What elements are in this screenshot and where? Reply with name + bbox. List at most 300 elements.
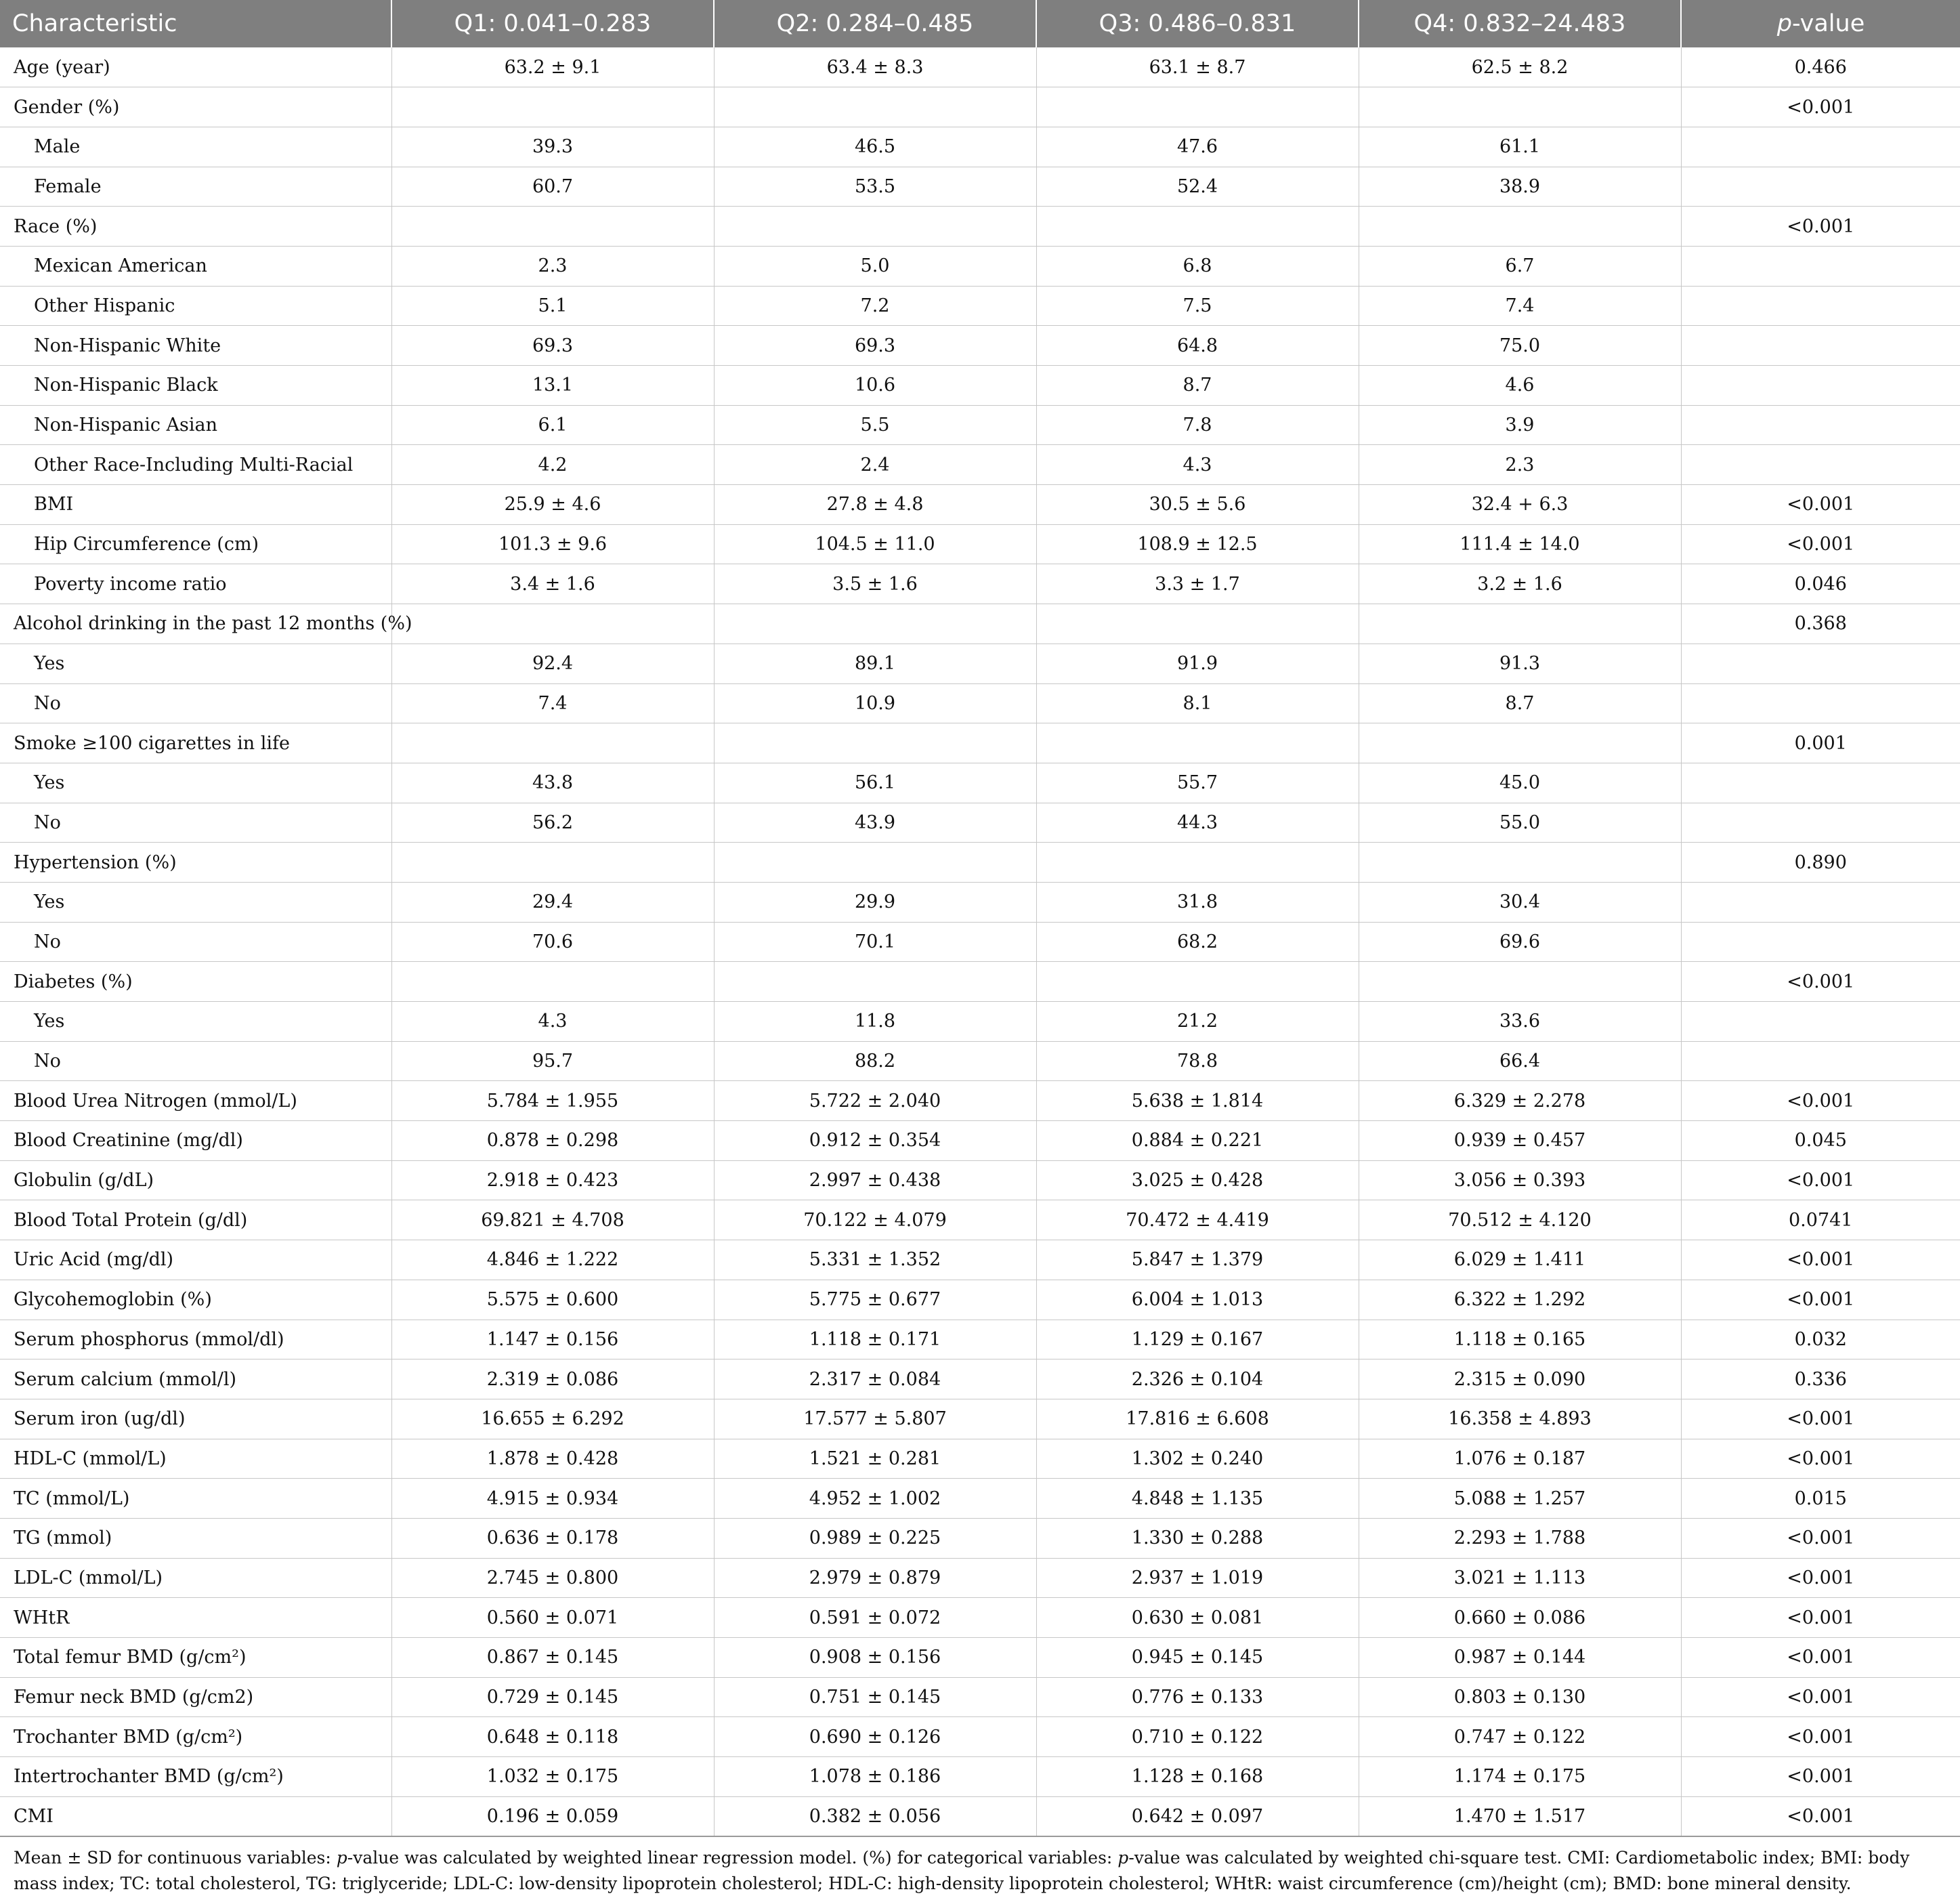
q2-value: 69.3 — [714, 326, 1036, 366]
p-value: <0.001 — [1681, 1081, 1960, 1121]
p-value — [1681, 445, 1960, 485]
p-value: 0.032 — [1681, 1320, 1960, 1359]
row-label: TG (mmol) — [0, 1518, 391, 1558]
row-label: WHtR — [0, 1598, 391, 1638]
q4-value: 38.9 — [1359, 167, 1681, 207]
q4-value: 6.029 ± 1.411 — [1359, 1240, 1681, 1280]
q3-value: 1.330 ± 0.288 — [1036, 1518, 1359, 1558]
row-label: Mexican American — [0, 246, 391, 286]
q4-value: 3.2 ± 1.6 — [1359, 564, 1681, 604]
p-value: 0.045 — [1681, 1121, 1960, 1161]
table-row — [0, 644, 1960, 683]
q3-value: 5.638 ± 1.814 — [1036, 1081, 1359, 1121]
q4-value: 32.4 + 6.3 — [1359, 485, 1681, 525]
q4-value: 75.0 — [1359, 326, 1681, 366]
q1-value: 69.3 — [391, 326, 714, 366]
table-row — [0, 246, 1960, 286]
header-q3: Q3: 0.486–0.831 — [1036, 0, 1359, 47]
table-row — [0, 564, 1960, 604]
q2-value: 2.979 ± 0.879 — [714, 1558, 1036, 1598]
q3-value: 30.5 ± 5.6 — [1036, 485, 1359, 525]
p-value — [1681, 763, 1960, 803]
q2-value: 4.952 ± 1.002 — [714, 1479, 1036, 1519]
table-row — [0, 1280, 1960, 1320]
q3-value: 2.937 ± 1.019 — [1036, 1558, 1359, 1598]
p-value: <0.001 — [1681, 1240, 1960, 1280]
table-row — [0, 1399, 1960, 1439]
q4-value: 4.6 — [1359, 366, 1681, 406]
table-row — [0, 763, 1960, 803]
table-row — [0, 1638, 1960, 1678]
q3-value: 2.326 ± 0.104 — [1036, 1359, 1359, 1399]
q2-value: 70.1 — [714, 922, 1036, 962]
row-label: Serum iron (ug/dl) — [0, 1399, 391, 1439]
q3-value — [1036, 207, 1359, 247]
q4-value: 3.021 ± 1.113 — [1359, 1558, 1681, 1598]
table-row — [0, 1041, 1960, 1081]
table-row — [0, 286, 1960, 326]
table-row — [0, 1479, 1960, 1519]
q3-value: 0.884 ± 0.221 — [1036, 1121, 1359, 1161]
table-row — [0, 405, 1960, 445]
q1-value: 69.821 ± 4.708 — [391, 1200, 714, 1240]
q2-value: 0.912 ± 0.354 — [714, 1121, 1036, 1161]
table-row — [0, 1240, 1960, 1280]
q3-value: 6.8 — [1036, 246, 1359, 286]
q4-value: 91.3 — [1359, 644, 1681, 683]
q2-value: 46.5 — [714, 127, 1036, 167]
q3-value: 6.004 ± 1.013 — [1036, 1280, 1359, 1320]
q3-value: 17.816 ± 6.608 — [1036, 1399, 1359, 1439]
q3-value: 0.945 ± 0.145 — [1036, 1638, 1359, 1678]
q3-value: 3.3 ± 1.7 — [1036, 564, 1359, 604]
p-value: <0.001 — [1681, 524, 1960, 564]
table-row — [0, 1558, 1960, 1598]
q4-value: 70.512 ± 4.120 — [1359, 1200, 1681, 1240]
q2-value: 0.751 ± 0.145 — [714, 1677, 1036, 1717]
q1-value — [391, 843, 714, 883]
q2-value — [714, 604, 1036, 644]
row-label: Intertrochanter BMD (g/cm²) — [0, 1757, 391, 1797]
table-row — [0, 604, 1960, 644]
q3-value: 0.710 ± 0.122 — [1036, 1717, 1359, 1757]
p-value: <0.001 — [1681, 1280, 1960, 1320]
p-value: 0.046 — [1681, 564, 1960, 604]
q1-value: 2.3 — [391, 246, 714, 286]
row-label: Female — [0, 167, 391, 207]
header-q2: Q2: 0.284–0.485 — [714, 0, 1036, 47]
q2-value: 3.5 ± 1.6 — [714, 564, 1036, 604]
q4-value — [1359, 962, 1681, 1002]
q2-value: 11.8 — [714, 1002, 1036, 1042]
q1-value: 25.9 ± 4.6 — [391, 485, 714, 525]
q4-value: 8.7 — [1359, 683, 1681, 723]
footnote-p-italic-1: p — [336, 1847, 347, 1868]
q4-value: 1.118 ± 0.165 — [1359, 1320, 1681, 1359]
q1-value: 0.196 ± 0.059 — [391, 1796, 714, 1836]
q4-value: 2.3 — [1359, 445, 1681, 485]
q4-value — [1359, 604, 1681, 644]
q1-value: 3.4 ± 1.6 — [391, 564, 714, 604]
header-p-value — [1681, 0, 1960, 47]
q4-value — [1359, 87, 1681, 127]
q1-value: 2.745 ± 0.800 — [391, 1558, 714, 1598]
q1-value: 6.1 — [391, 405, 714, 445]
table-row — [0, 803, 1960, 843]
q2-value: 56.1 — [714, 763, 1036, 803]
row-label: Blood Total Protein (g/dl) — [0, 1200, 391, 1240]
p-value: <0.001 — [1681, 207, 1960, 247]
row-label: Yes — [0, 1002, 391, 1042]
row-label: Blood Urea Nitrogen (mmol/L) — [0, 1081, 391, 1121]
p-value — [1681, 882, 1960, 922]
q2-value — [714, 843, 1036, 883]
q2-value: 0.382 ± 0.056 — [714, 1796, 1036, 1836]
table-row — [0, 1200, 1960, 1240]
q2-value: 2.317 ± 0.084 — [714, 1359, 1036, 1399]
q4-value: 62.5 ± 8.2 — [1359, 47, 1681, 87]
table-row — [0, 1081, 1960, 1121]
p-value: 0.015 — [1681, 1479, 1960, 1519]
q3-value: 5.847 ± 1.379 — [1036, 1240, 1359, 1280]
q2-value — [714, 962, 1036, 1002]
row-label: Femur neck BMD (g/cm2) — [0, 1677, 391, 1717]
p-value — [1681, 286, 1960, 326]
q1-value: 4.3 — [391, 1002, 714, 1042]
row-label: Other Hispanic — [0, 286, 391, 326]
q2-value: 29.9 — [714, 882, 1036, 922]
q1-value: 1.147 ± 0.156 — [391, 1320, 714, 1359]
q2-value: 43.9 — [714, 803, 1036, 843]
q1-value: 56.2 — [391, 803, 714, 843]
q3-value: 8.7 — [1036, 366, 1359, 406]
q1-value: 0.636 ± 0.178 — [391, 1518, 714, 1558]
q4-value: 3.9 — [1359, 405, 1681, 445]
row-label: LDL-C (mmol/L) — [0, 1558, 391, 1598]
table-row — [0, 882, 1960, 922]
q1-value: 2.319 ± 0.086 — [391, 1359, 714, 1399]
p-value — [1681, 1002, 1960, 1042]
row-label: Age (year) — [0, 47, 391, 87]
q2-value: 70.122 ± 4.079 — [714, 1200, 1036, 1240]
p-value: <0.001 — [1681, 1399, 1960, 1439]
q1-value: 0.560 ± 0.071 — [391, 1598, 714, 1638]
q1-value — [391, 604, 714, 644]
q4-value: 6.7 — [1359, 246, 1681, 286]
row-label: Uric Acid (mg/dl) — [0, 1240, 391, 1280]
table-row — [0, 445, 1960, 485]
row-label: HDL-C (mmol/L) — [0, 1439, 391, 1479]
q4-value: 2.315 ± 0.090 — [1359, 1359, 1681, 1399]
q3-value: 47.6 — [1036, 127, 1359, 167]
q2-value: 10.6 — [714, 366, 1036, 406]
q3-value: 55.7 — [1036, 763, 1359, 803]
p-value: 0.890 — [1681, 843, 1960, 883]
q4-value: 69.6 — [1359, 922, 1681, 962]
p-value: 0.336 — [1681, 1359, 1960, 1399]
row-label: TC (mmol/L) — [0, 1479, 391, 1519]
row-label: Poverty income ratio — [0, 564, 391, 604]
row-label: Yes — [0, 644, 391, 683]
row-label: No — [0, 803, 391, 843]
q3-value: 78.8 — [1036, 1041, 1359, 1081]
row-label: Yes — [0, 882, 391, 922]
footnote-part-2: -value was calculated by weighted linear regression model. (%) for categorical variables: — [347, 1847, 1118, 1868]
row-label: Male — [0, 127, 391, 167]
row-label: Race (%) — [0, 207, 391, 247]
q1-value: 4.846 ± 1.222 — [391, 1240, 714, 1280]
header-q1: Q1: 0.041–0.283 — [391, 0, 714, 47]
table-row — [0, 922, 1960, 962]
table-row — [0, 326, 1960, 366]
footnote-p-italic-2: p — [1117, 1847, 1129, 1868]
p-value: <0.001 — [1681, 87, 1960, 127]
table-row — [0, 47, 1960, 87]
q1-value: 70.6 — [391, 922, 714, 962]
table-row — [0, 1439, 1960, 1479]
q3-value: 91.9 — [1036, 644, 1359, 683]
q4-value: 1.470 ± 1.517 — [1359, 1796, 1681, 1836]
q2-value: 0.690 ± 0.126 — [714, 1717, 1036, 1757]
q4-value: 0.803 ± 0.130 — [1359, 1677, 1681, 1717]
q1-value: 4.915 ± 0.934 — [391, 1479, 714, 1519]
q2-value: 5.5 — [714, 405, 1036, 445]
p-value: <0.001 — [1681, 1677, 1960, 1717]
q1-value: 1.032 ± 0.175 — [391, 1757, 714, 1797]
q1-value — [391, 962, 714, 1002]
header-q4: Q4: 0.832–24.483 — [1359, 0, 1681, 47]
row-label: Total femur BMD (g/cm²) — [0, 1638, 391, 1678]
p-value — [1681, 683, 1960, 723]
row-label: Trochanter BMD (g/cm²) — [0, 1717, 391, 1757]
row-label: No — [0, 922, 391, 962]
q2-value: 7.2 — [714, 286, 1036, 326]
row-label: Non-Hispanic Asian — [0, 405, 391, 445]
q4-value: 5.088 ± 1.257 — [1359, 1479, 1681, 1519]
q2-value: 0.591 ± 0.072 — [714, 1598, 1036, 1638]
row-label: Serum calcium (mmol/l) — [0, 1359, 391, 1399]
q1-value: 13.1 — [391, 366, 714, 406]
table-row — [0, 1518, 1960, 1558]
table-row — [0, 524, 1960, 564]
q3-value: 0.630 ± 0.081 — [1036, 1598, 1359, 1638]
p-value: <0.001 — [1681, 1796, 1960, 1836]
row-label: Gender (%) — [0, 87, 391, 127]
q3-value: 108.9 ± 12.5 — [1036, 524, 1359, 564]
q1-value: 5.1 — [391, 286, 714, 326]
q1-value: 0.648 ± 0.118 — [391, 1717, 714, 1757]
p-value: 0.001 — [1681, 723, 1960, 763]
p-value: <0.001 — [1681, 485, 1960, 525]
q1-value: 0.729 ± 0.145 — [391, 1677, 714, 1717]
q3-value: 1.129 ± 0.167 — [1036, 1320, 1359, 1359]
q1-value: 101.3 ± 9.6 — [391, 524, 714, 564]
q2-value: 2.997 ± 0.438 — [714, 1160, 1036, 1200]
table-row — [0, 1320, 1960, 1359]
p-value: <0.001 — [1681, 1160, 1960, 1200]
q4-value: 2.293 ± 1.788 — [1359, 1518, 1681, 1558]
p-value: <0.001 — [1681, 1757, 1960, 1797]
q3-value: 0.642 ± 0.097 — [1036, 1796, 1359, 1836]
q3-value: 1.302 ± 0.240 — [1036, 1439, 1359, 1479]
p-value — [1681, 644, 1960, 683]
row-label: Non-Hispanic White — [0, 326, 391, 366]
q4-value: 3.056 ± 0.393 — [1359, 1160, 1681, 1200]
p-value — [1681, 803, 1960, 843]
q1-value: 29.4 — [391, 882, 714, 922]
row-label: Serum phosphorus (mmol/dl) — [0, 1320, 391, 1359]
p-value: <0.001 — [1681, 1558, 1960, 1598]
table-row — [0, 1359, 1960, 1399]
q1-value: 0.878 ± 0.298 — [391, 1121, 714, 1161]
table-row — [0, 207, 1960, 247]
q2-value: 10.9 — [714, 683, 1036, 723]
p-value — [1681, 246, 1960, 286]
table-row — [0, 1598, 1960, 1638]
q4-value: 111.4 ± 14.0 — [1359, 524, 1681, 564]
row-label: Hypertension (%) — [0, 843, 391, 883]
p-value: 0.0741 — [1681, 1200, 1960, 1240]
q2-value — [714, 723, 1036, 763]
q2-value: 0.989 ± 0.225 — [714, 1518, 1036, 1558]
q1-value: 2.918 ± 0.423 — [391, 1160, 714, 1200]
q4-value: 33.6 — [1359, 1002, 1681, 1042]
q2-value: 2.4 — [714, 445, 1036, 485]
q4-value — [1359, 843, 1681, 883]
q3-value — [1036, 723, 1359, 763]
q4-value: 30.4 — [1359, 882, 1681, 922]
q3-value — [1036, 962, 1359, 1002]
table-row — [0, 485, 1960, 525]
table-row — [0, 962, 1960, 1002]
q1-value: 1.878 ± 0.428 — [391, 1439, 714, 1479]
q1-value: 0.867 ± 0.145 — [391, 1638, 714, 1678]
row-label: BMI — [0, 485, 391, 525]
q2-value — [714, 207, 1036, 247]
footnote-part-1: Mean ± SD for continuous variables: — [14, 1847, 337, 1868]
row-label: No — [0, 1041, 391, 1081]
row-label: Hip Circumference (cm) — [0, 524, 391, 564]
q2-value: 88.2 — [714, 1041, 1036, 1081]
table-row — [0, 683, 1960, 723]
q1-value — [391, 87, 714, 127]
p-value: <0.001 — [1681, 962, 1960, 1002]
table-row — [0, 1717, 1960, 1757]
q4-value: 6.329 ± 2.278 — [1359, 1081, 1681, 1121]
p-value: 0.466 — [1681, 47, 1960, 87]
row-label: Globulin (g/dL) — [0, 1160, 391, 1200]
q4-value: 0.939 ± 0.457 — [1359, 1121, 1681, 1161]
q2-value: 1.078 ± 0.186 — [714, 1757, 1036, 1797]
p-value — [1681, 127, 1960, 167]
row-label: Diabetes (%) — [0, 962, 391, 1002]
q2-value: 63.4 ± 8.3 — [714, 47, 1036, 87]
table-row — [0, 167, 1960, 207]
q2-value: 104.5 ± 11.0 — [714, 524, 1036, 564]
q2-value: 17.577 ± 5.807 — [714, 1399, 1036, 1439]
q4-value: 1.174 ± 0.175 — [1359, 1757, 1681, 1797]
q3-value: 21.2 — [1036, 1002, 1359, 1042]
q4-value: 45.0 — [1359, 763, 1681, 803]
p-value: <0.001 — [1681, 1638, 1960, 1678]
q3-value: 4.848 ± 1.135 — [1036, 1479, 1359, 1519]
table-row — [0, 1757, 1960, 1797]
table-row — [0, 1677, 1960, 1717]
q2-value: 5.0 — [714, 246, 1036, 286]
q2-value: 1.118 ± 0.171 — [714, 1320, 1036, 1359]
p-value — [1681, 922, 1960, 962]
table-row — [0, 843, 1960, 883]
q2-value: 5.722 ± 2.040 — [714, 1081, 1036, 1121]
p-value — [1681, 366, 1960, 406]
q3-value — [1036, 604, 1359, 644]
q1-value: 95.7 — [391, 1041, 714, 1081]
row-label: Other Race-Including Multi-Racial — [0, 445, 391, 485]
table-row — [0, 366, 1960, 406]
q4-value: 6.322 ± 1.292 — [1359, 1280, 1681, 1320]
q4-value: 66.4 — [1359, 1041, 1681, 1081]
q4-value: 16.358 ± 4.893 — [1359, 1399, 1681, 1439]
p-value — [1681, 405, 1960, 445]
q2-value: 53.5 — [714, 167, 1036, 207]
row-label: Yes — [0, 763, 391, 803]
q4-value: 0.747 ± 0.122 — [1359, 1717, 1681, 1757]
q3-value: 70.472 ± 4.419 — [1036, 1200, 1359, 1240]
q3-value: 44.3 — [1036, 803, 1359, 843]
q2-value: 5.331 ± 1.352 — [714, 1240, 1036, 1280]
table-row — [0, 127, 1960, 167]
q2-value: 0.908 ± 0.156 — [714, 1638, 1036, 1678]
q3-value: 0.776 ± 0.133 — [1036, 1677, 1359, 1717]
row-label: Glycohemoglobin (%) — [0, 1280, 391, 1320]
q3-value: 52.4 — [1036, 167, 1359, 207]
p-value: <0.001 — [1681, 1518, 1960, 1558]
header-characteristic: Characteristic — [0, 0, 391, 47]
q4-value — [1359, 723, 1681, 763]
q1-value: 16.655 ± 6.292 — [391, 1399, 714, 1439]
footnote-part-3: -value was calculated by weighted chi-square test. CMI: Cardiometabolic index; BMI: body mass index; TC: total cholesterol, TG: triglyceride; LDL-C: low-density lipoprotein cholesterol; HDL-C: high-density lipoprotein cholesterol; WHtR: waist circumference (cm)/height (cm); BMD: bone mineral density. — [14, 1847, 1910, 1893]
table-row — [0, 1121, 1960, 1161]
q3-value: 3.025 ± 0.428 — [1036, 1160, 1359, 1200]
q2-value: 27.8 ± 4.8 — [714, 485, 1036, 525]
row-label: CMI — [0, 1796, 391, 1836]
row-label: Smoke ≥100 cigarettes in life — [0, 723, 391, 763]
q1-value: 92.4 — [391, 644, 714, 683]
p-value: <0.001 — [1681, 1439, 1960, 1479]
p-value: <0.001 — [1681, 1598, 1960, 1638]
table-body — [0, 47, 1960, 1836]
table-footnote — [0, 1837, 1957, 1897]
p-value — [1681, 326, 1960, 366]
p-value — [1681, 167, 1960, 207]
q3-value — [1036, 87, 1359, 127]
table-row — [0, 1796, 1960, 1836]
q4-value: 0.660 ± 0.086 — [1359, 1598, 1681, 1638]
q1-value: 5.784 ± 1.955 — [391, 1081, 714, 1121]
table-row — [0, 723, 1960, 763]
q3-value: 8.1 — [1036, 683, 1359, 723]
q1-value: 63.2 ± 9.1 — [391, 47, 714, 87]
q1-value: 43.8 — [391, 763, 714, 803]
q3-value: 7.8 — [1036, 405, 1359, 445]
row-label: Alcohol drinking in the past 12 months (%) — [0, 604, 391, 644]
q1-value: 4.2 — [391, 445, 714, 485]
q3-value: 63.1 ± 8.7 — [1036, 47, 1359, 87]
q3-value — [1036, 843, 1359, 883]
q3-value: 64.8 — [1036, 326, 1359, 366]
table-row — [0, 1160, 1960, 1200]
q1-value: 7.4 — [391, 683, 714, 723]
